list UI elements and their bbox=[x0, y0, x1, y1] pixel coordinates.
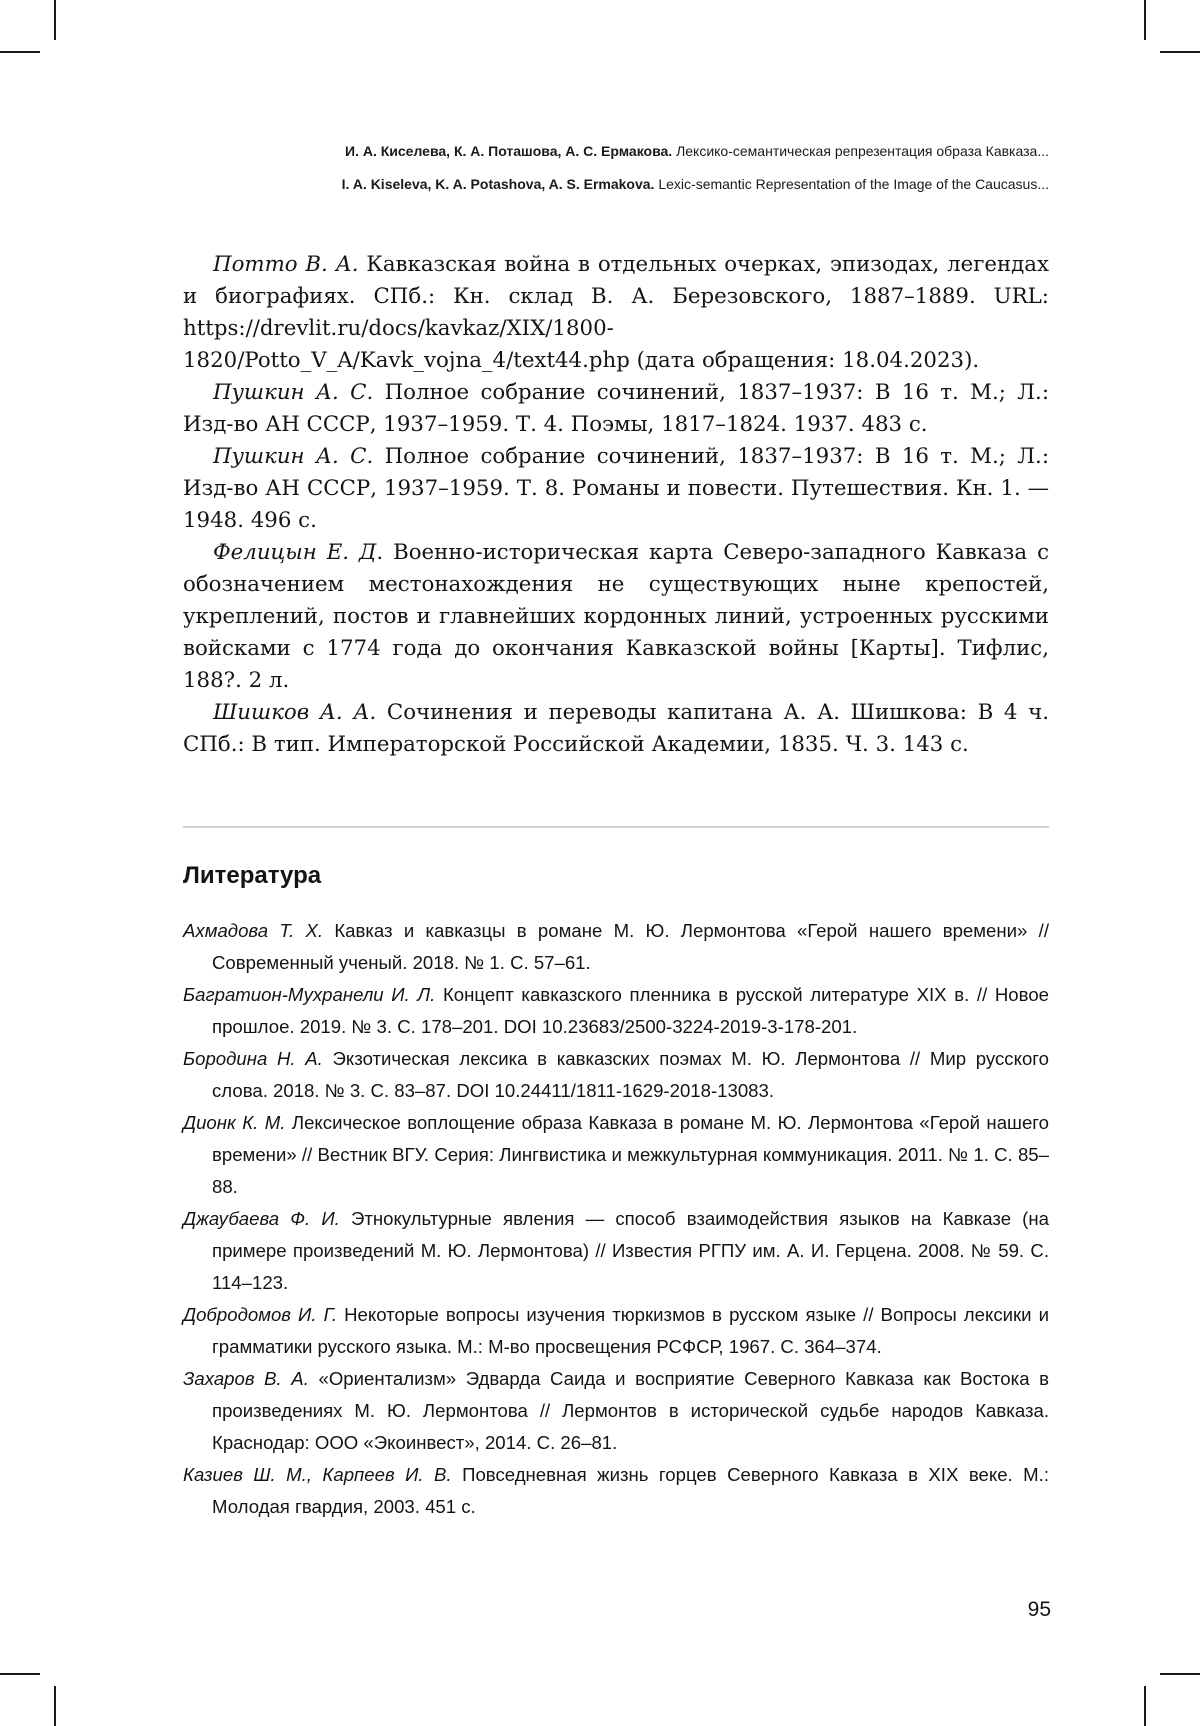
source-entry bbox=[183, 377, 1049, 441]
source-author: Шишков А. А. bbox=[213, 700, 377, 725]
source-text: Сочинения и переводы капитана А. А. Шишкова: В 4 ч. СПб.: В тип. Императорской Российской Академии, 1835. Ч. 3. 143 с. bbox=[183, 700, 1049, 757]
literature-author: Захаров В. А. bbox=[183, 1368, 309, 1389]
source-entry bbox=[183, 249, 1049, 377]
source-entry bbox=[183, 441, 1049, 537]
literature-entry bbox=[183, 1203, 1049, 1299]
source-author: Потто В. А. bbox=[213, 252, 359, 277]
source-text: Кавказская война в отдельных очерках, эпизодах, легендах и биографиях. СПб.: Кн. склад В. А. Березовского, 1887–1889. URL: https://drevlit.ru/docs/kavkaz/XIX/1800-1820/Potto_V_A/Kavk_vojna_4/text44.php (дата обращения: 18.04.2023). bbox=[183, 252, 1050, 373]
literature-author: Багратион-Мухранели И. Л. bbox=[183, 984, 436, 1005]
crop-mark-bottom-left-horizontal bbox=[0, 1673, 40, 1675]
source-entry bbox=[183, 697, 1049, 761]
literature-author: Дионк К. М. bbox=[183, 1112, 286, 1133]
literature-entry bbox=[183, 915, 1049, 979]
literature-text: Этнокультурные явления — способ взаимодействия языков на Кавказе (на примере произведений М. Ю. Лермонтова) // Известия РГПУ им. А. И. Герцена. 2008. № 59. С. 114–123. bbox=[212, 1208, 1049, 1293]
crop-mark-top-left-horizontal bbox=[0, 51, 40, 53]
literature-text: «Ориентализм» Эдварда Саида и восприятие Северного Кавказа как Востока в произведениях М. Ю. Лермонтова // Лермонтов в исторической судьбе народов Кавказа. Краснодар: ООО «Экоинвест», 2014. С. 26–81. bbox=[212, 1368, 1049, 1453]
literature-text: Концепт кавказского пленника в русской литературе XIX в. // Новое прошлое. 2019. № 3. С. 178–201. DOI 10.23683/2500-3224-2019-3-178-201. bbox=[212, 984, 1049, 1037]
literature-entry bbox=[183, 1299, 1049, 1363]
source-entry bbox=[183, 537, 1049, 697]
source-author: Пушкин А. С. bbox=[213, 444, 374, 469]
literature-text: Кавказ и кавказцы в романе М. Ю. Лермонтова «Герой нашего времени» // Современный ученый. 2018. № 1. С. 57–61. bbox=[212, 920, 1049, 973]
running-head-ru bbox=[183, 135, 1049, 168]
literature-entry bbox=[183, 1107, 1049, 1203]
crop-mark-bottom-left-vertical bbox=[54, 1686, 56, 1726]
sources-list bbox=[183, 249, 1049, 761]
section-divider bbox=[183, 826, 1049, 828]
page-number: 95 bbox=[1027, 1598, 1051, 1621]
source-text: Военно-историческая карта Северо-западного Кавказа с обозначением местонахождения не существующих ныне крепостей, укреплений, постов и главнейших кордонных линий, устроенных русскими войсками с 1774 года до окончания Кавказской войны [Карты]. Тифлис, 188?. 2 л. bbox=[183, 540, 1050, 693]
literature-text: Некоторые вопросы изучения тюркизмов в русском языке // Вопросы лексики и грамматики русского языка. М.: М-во просвещения РСФСР, 1967. С. 364–374. bbox=[212, 1304, 1049, 1357]
literature-text: Экзотическая лексика в кавказских поэмах М. Ю. Лермонтова // Мир русского слова. 2018. № 3. С. 83–87. DOI 10.24411/1811-1629-2018-13083. bbox=[212, 1048, 1050, 1101]
running-head-en-title: Lexic-semantic Representation of the Image of the Caucasus... bbox=[658, 176, 1049, 192]
literature-author: Казиев Ш. М., Карпеев И. В. bbox=[183, 1464, 452, 1485]
source-author: Фелицын Е. Д. bbox=[213, 540, 384, 565]
crop-mark-top-left-vertical bbox=[54, 0, 56, 40]
literature-entry bbox=[183, 1363, 1049, 1459]
running-head-en-authors: I. A. Kiseleva, K. A. Potashova, A. S. Ermakova. bbox=[341, 176, 655, 192]
source-text: Полное собрание сочинений, 1837–1937: В 16 т. М.; Л.: Изд-во АН СССР, 1937–1959. Т. 8. Романы и повести. Путешествия. Кн. 1. — 1948. 496 с. bbox=[183, 444, 1049, 533]
crop-mark-bottom-right-horizontal bbox=[1160, 1673, 1200, 1675]
running-head-ru-authors: И. А. Киселева, К. А. Поташова, А. С. Ермакова. bbox=[345, 143, 673, 159]
crop-mark-bottom-right-vertical bbox=[1144, 1686, 1146, 1726]
literature-author: Ахмадова Т. Х. bbox=[183, 920, 324, 941]
literature-author: Бородина Н. А. bbox=[183, 1048, 323, 1069]
running-head-en bbox=[183, 168, 1049, 201]
literature-heading: Литература bbox=[183, 862, 322, 889]
literature-author: Джаубаева Ф. И. bbox=[183, 1208, 340, 1229]
source-text: Полное собрание сочинений, 1837–1937: В 16 т. М.; Л.: Изд-во АН СССР, 1937–1959. Т. 4. Поэмы, 1817–1824. 1937. 483 с. bbox=[183, 380, 1049, 437]
literature-text: Лексическое воплощение образа Кавказа в романе М. Ю. Лермонтова «Герой нашего времени» // Вестник ВГУ. Серия: Лингвистика и межкультурная коммуникация. 2011. № 1. С. 85–88. bbox=[212, 1112, 1050, 1197]
source-author: Пушкин А. С. bbox=[213, 380, 374, 405]
literature-author: Добродомов И. Г. bbox=[183, 1304, 338, 1325]
literature-entry bbox=[183, 979, 1049, 1043]
literature-list bbox=[183, 915, 1049, 1523]
running-head-ru-title: Лексико-семантическая репрезентация образа Кавказа... bbox=[676, 143, 1049, 159]
literature-entry bbox=[183, 1043, 1049, 1107]
literature-text: Повседневная жизнь горцев Северного Кавказа в XIX веке. М.: Молодая гвардия, 2003. 451 с. bbox=[212, 1464, 1049, 1517]
literature-entry bbox=[183, 1459, 1049, 1523]
crop-mark-top-right-vertical bbox=[1144, 0, 1146, 40]
crop-mark-top-right-horizontal bbox=[1160, 51, 1200, 53]
running-head bbox=[183, 135, 1049, 201]
